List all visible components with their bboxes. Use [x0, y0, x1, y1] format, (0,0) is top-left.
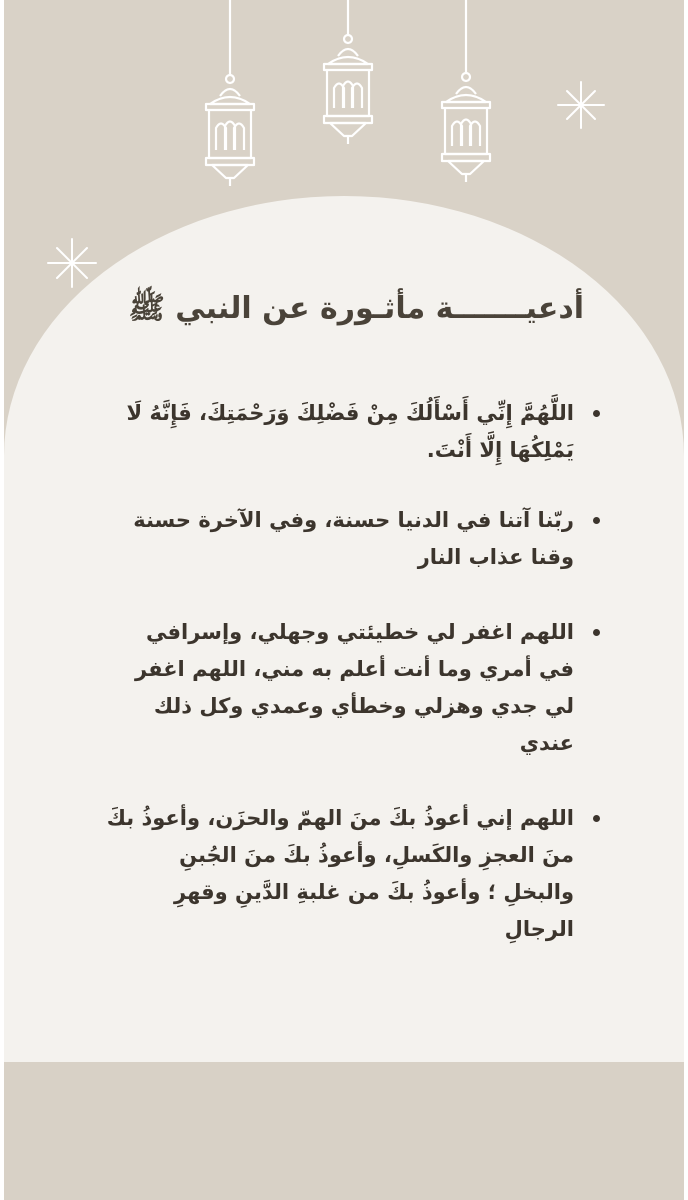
list-item — [104, 395, 602, 469]
lantern-icon — [434, 0, 498, 186]
page-title: أدعيـــــــة مأثـورة عن النبي ﷺ — [128, 291, 584, 326]
dua-text: اللهم اغفر لي خطيئتي وجهلي، وإسرافي في أمري وما أنت أعلم به مني، اللهم اغفر لي جدي وهزلي وخطأي وعمدي وكل ذلك عندي — [135, 620, 574, 755]
footer-band — [4, 1062, 684, 1200]
bullet-icon — [593, 517, 600, 524]
dua-text: ربّنا آتنا في الدنيا حسنة، وفي الآخرة حسنة وقنا عذاب النار — [133, 508, 574, 569]
list-item — [104, 614, 602, 762]
sparkle-star-icon — [46, 237, 98, 289]
bullet-icon — [593, 815, 600, 822]
dua-list — [104, 502, 602, 576]
dua-card — [4, 0, 684, 1200]
bullet-icon — [593, 410, 600, 417]
lantern-icon — [198, 0, 262, 190]
list-item — [104, 502, 602, 576]
dua-list — [104, 614, 602, 762]
list-item — [104, 800, 602, 948]
dua-text: اللَّهُمَّ إِنِّي أَسْأَلُكَ مِنْ فَضْلِكَ وَرَحْمَتِكَ، فَإِنَّهُ لَا يَمْلِكُهَا إِلَّا أَنْتَ. — [126, 401, 574, 462]
bullet-icon — [593, 629, 600, 636]
lantern-icon — [316, 0, 380, 150]
sparkle-star-icon — [556, 80, 606, 130]
dua-text: اللهم إني أعوذُ بكَ منَ الهمّ والحزَن، وأعوذُ بكَ منَ العجزِ والكَسلِ، وأعوذُ بكَ منَ الجُبنِ والبخلِ ؛ وأعوذُ بكَ من غلبةِ الدَّينِ وقهرِ الرجالِ — [106, 806, 574, 941]
dua-list — [104, 800, 602, 948]
dua-list — [104, 395, 602, 469]
